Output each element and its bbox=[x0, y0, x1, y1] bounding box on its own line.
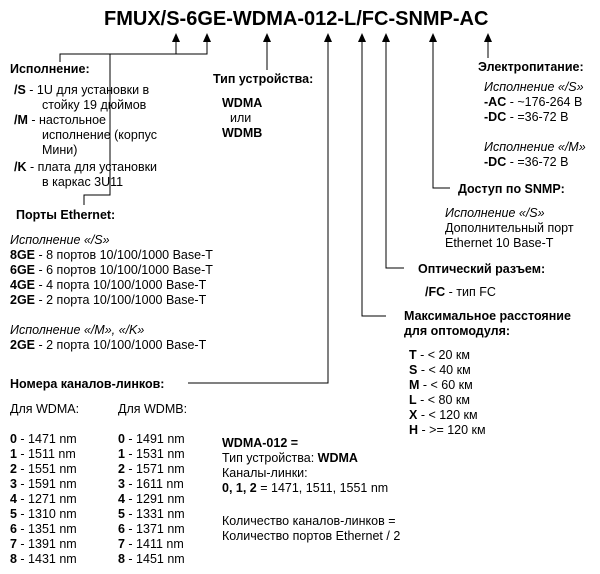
distance-item-l: L - < 80 км bbox=[409, 393, 470, 407]
arrow-snmp bbox=[429, 33, 437, 42]
distance-item-x: X - < 120 км bbox=[409, 408, 478, 422]
list-item: 8 - 1451 nm bbox=[118, 552, 185, 566]
arrow-execution bbox=[172, 33, 180, 42]
list-item: 6 - 1351 nm bbox=[10, 522, 77, 536]
model-code: FMUX/S-6GE-WDMA-012-L/FC-SNMP-AC bbox=[104, 8, 489, 30]
device-type-or: или bbox=[230, 111, 252, 125]
channels-wdma-list bbox=[10, 432, 77, 567]
arrow-device-type bbox=[263, 33, 271, 42]
distance-item-m: M - < 60 км bbox=[409, 378, 473, 392]
connector-distance bbox=[362, 40, 386, 316]
connector-channels bbox=[188, 40, 328, 383]
example-channels-label: Каналы-линки: bbox=[222, 466, 308, 480]
list-item: 4 - 1291 nm bbox=[118, 492, 185, 506]
power-title: Электропитание: bbox=[478, 60, 584, 74]
list-item: 5 - 1310 nm bbox=[10, 507, 77, 521]
distance-title-line2: для оптомодуля: bbox=[404, 324, 511, 338]
ports-item-6ge: 6GE - 6 портов 10/100/1000 Base-T bbox=[10, 263, 213, 277]
list-item: 7 - 1411 nm bbox=[118, 537, 184, 551]
connector-snmp bbox=[433, 40, 450, 188]
list-item: 8 - 1431 nm bbox=[10, 552, 77, 566]
snmp-line1: Дополнительный порт bbox=[445, 221, 574, 235]
power-variant-m: Исполнение «/M» bbox=[484, 140, 586, 154]
distance-item-s: S - < 40 км bbox=[409, 363, 471, 377]
power-dc: -DC - =36-72 В bbox=[484, 110, 569, 124]
ports-item-2ge: 2GE - 2 порта 10/100/1000 Base-T bbox=[10, 293, 207, 307]
list-item: 3 - 1611 nm bbox=[118, 477, 184, 491]
execution-item-s: /S - 1U для установки в стойку 19 дюймов bbox=[14, 83, 150, 112]
example-note-line2: Количество портов Ethernet / 2 bbox=[222, 529, 401, 543]
ports-title: Порты Ethernet: bbox=[16, 208, 116, 222]
list-item: 2 - 1551 nm bbox=[10, 462, 77, 476]
snmp-title: Доступ по SNMP: bbox=[458, 182, 565, 196]
list-item: 5 - 1331 nm bbox=[118, 507, 185, 521]
execution-item-m: /M - настольное исполнение (корпус Мини) bbox=[14, 113, 157, 157]
power-variant-s: Исполнение «/S» bbox=[484, 80, 584, 94]
snmp-variant: Исполнение «/S» bbox=[445, 206, 545, 220]
list-item: 4 - 1271 nm bbox=[10, 492, 77, 506]
list-item: 0 - 1491 nm bbox=[118, 432, 185, 446]
optical-title: Оптический разъем: bbox=[418, 262, 546, 276]
list-item: 1 - 1511 nm bbox=[10, 447, 76, 461]
device-type-wdma: WDMA bbox=[222, 96, 263, 110]
example-channels-values: 0, 1, 2 = 1471, 1511, 1551 nm bbox=[222, 481, 389, 495]
execution-item-k: /K - плата для установки в каркас 3U11 bbox=[14, 160, 158, 189]
power-dc-m: -DC - =36-72 В bbox=[484, 155, 569, 169]
device-type-title: Тип устройства: bbox=[213, 72, 314, 86]
channels-wdma-header: Для WDMA: bbox=[10, 402, 80, 416]
power-ac: -AC - ~176-264 В bbox=[484, 95, 583, 109]
list-item: 1 - 1531 nm bbox=[118, 447, 185, 461]
execution-title: Исполнение: bbox=[10, 62, 90, 76]
device-type-wdmb: WDMB bbox=[222, 126, 263, 140]
example-title: WDMA-012 = bbox=[222, 436, 299, 450]
list-item: 2 - 1571 nm bbox=[118, 462, 185, 476]
optical-fc: /FC - тип FC bbox=[425, 285, 496, 299]
snmp-line2: Ethernet 10 Base-T bbox=[445, 236, 554, 250]
channels-title: Номера каналов-линков: bbox=[10, 377, 165, 391]
arrow-distance bbox=[358, 33, 366, 42]
ports-item-mk-2ge: 2GE - 2 порта 10/100/1000 Base-T bbox=[10, 338, 207, 352]
arrow-optical bbox=[382, 33, 390, 42]
channels-wdmb-header: Для WDMB: bbox=[118, 402, 188, 416]
arrow-power bbox=[484, 33, 492, 42]
ports-item-8ge: 8GE - 8 портов 10/100/1000 Base-T bbox=[10, 248, 213, 262]
ports-variant-mk: Исполнение «/M», «/K» bbox=[10, 323, 145, 337]
distance-item-h: H - >= 120 км bbox=[409, 423, 486, 437]
example-note-line1: Количество каналов-линков = bbox=[222, 514, 396, 528]
example-type: Тип устройства: WDMA bbox=[222, 451, 358, 465]
ports-variant-s: Исполнение «/S» bbox=[10, 233, 110, 247]
arrow-channels bbox=[324, 33, 332, 42]
connector-execution bbox=[60, 40, 176, 62]
arrow-ports bbox=[203, 33, 211, 42]
list-item: 0 - 1471 nm bbox=[10, 432, 77, 446]
channels-wdmb-list bbox=[118, 432, 185, 567]
distance-item-t: T - < 20 км bbox=[409, 348, 470, 362]
list-item: 7 - 1391 nm bbox=[10, 537, 77, 551]
list-item: 3 - 1591 nm bbox=[10, 477, 77, 491]
distance-title-line1: Максимальное расстояние bbox=[404, 309, 571, 323]
connector-optical bbox=[386, 40, 404, 268]
ports-item-4ge: 4GE - 4 порта 10/100/1000 Base-T bbox=[10, 278, 207, 292]
list-item: 6 - 1371 nm bbox=[118, 522, 185, 536]
